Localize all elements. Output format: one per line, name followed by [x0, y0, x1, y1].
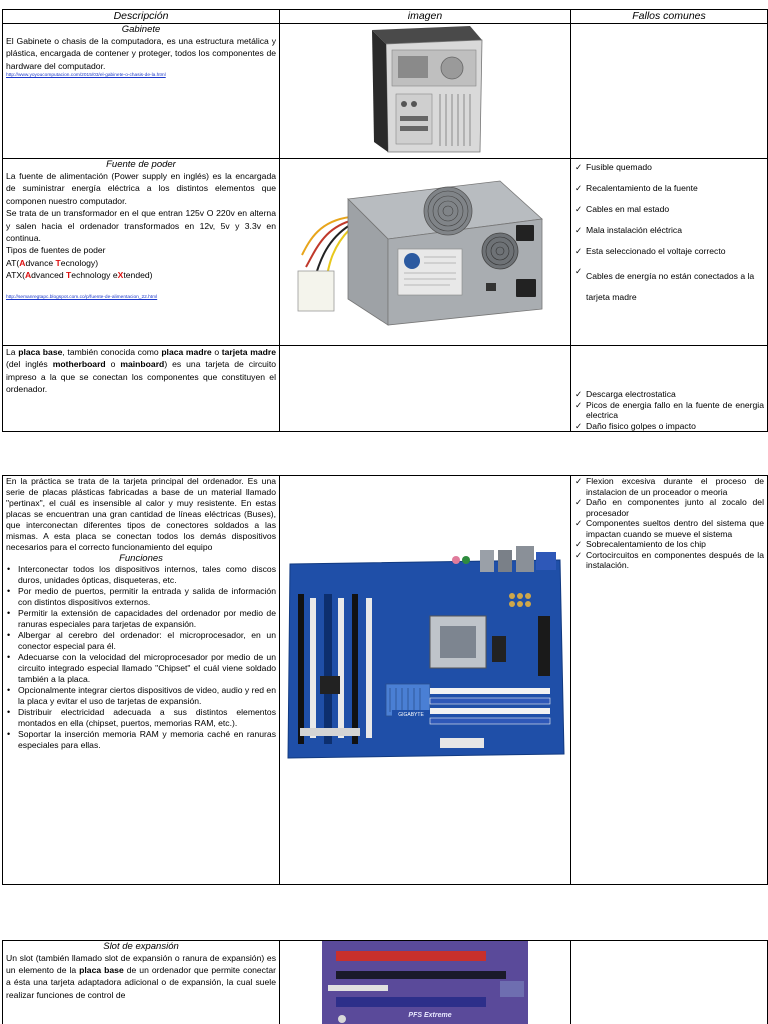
placa-faults-list: [571, 389, 767, 431]
fault-item: ✓ Cables de energía no están conectados a la tarjeta madre: [575, 266, 755, 302]
fuente-text-1: La fuente de alimentación (Power supply en inglés) es la encargada de suministrar energía eléctrica a los distintos elementos que componen nuestro computador.: [6, 171, 276, 206]
row-gabinete: [3, 24, 768, 159]
slot-image-cell: [280, 941, 571, 1024]
fault-item: ✓ Componentes sueltos dentro del sistema que impactan cuando se mueve el sistema: [575, 518, 764, 539]
header-descripcion: Descripción: [3, 10, 280, 24]
placa-text: La placa base, también conocida como placa madre o tarjeta madre (del inglés motherboard o mainboard) es una tarjeta de circuito impreso a la que se conectan los componentes que constituyen el ordenador.: [6, 347, 276, 395]
slot-faults: [571, 941, 768, 1024]
row-placa: [3, 346, 768, 432]
fault-item: ✓ Daño fisico golpes o impacto: [575, 420, 696, 431]
table-header-row: [3, 10, 768, 24]
fault-item: ✓ Sobrecalentamiento de los chip: [575, 539, 706, 549]
placa-faults: [571, 346, 768, 432]
fault-item: ✓ Daño en componentes junto al zocalo del procesador: [575, 497, 764, 518]
components-table-3: [2, 940, 768, 1024]
gabinete-link[interactable]: http://www.yoyoucomputacion.com/2015/03/el-gabinete-o-chasis-de-la.html: [6, 73, 166, 79]
slot-title: Slot de expansión: [103, 941, 179, 952]
fuente-image-cell: [280, 159, 571, 346]
placa2-text: En la práctica se trata de la tarjeta principal del ordenador. Es una serie de placas plásticas fabricadas a base de un material llamado "pertinax", el cuál es insensible al calor y muy resistente. En estas placas se encuentran una gran cantidad de líneas eléctricas (Buses), que interconectan diferentes tipos de conectores soldados a las mismas. A esta placa se conectan todos los demás dispositivos necesarios para el correcto funcionamiento del equipo: [6, 476, 276, 552]
fault-item: ✓ Picos de energia fallo en la fuente de energia electrica: [575, 399, 764, 420]
slot-description: [3, 941, 280, 1024]
fault-item: ✓ Recalentamiento de la fuente: [575, 183, 698, 193]
funcion-item: • Interconectar todos los dispositivos internos, tales como discos duros, unidades ópticas, disqueteras, etc.: [7, 564, 276, 585]
gabinete-title: Gabinete: [121, 24, 161, 35]
fuente-title: Fuente de poder: [106, 159, 176, 170]
row-slot: [3, 941, 768, 1024]
row-placa-detalle: [3, 476, 768, 885]
funcion-item: • Por medio de puertos, permitir la entrada y salida de información con distintos dispositivos externos.: [7, 586, 276, 607]
fuente-faults-list: [571, 161, 767, 308]
fault-item: ✓ Esta seleccionado el voltaje correcto: [575, 246, 726, 256]
fuente-link[interactable]: http://semanregtapc.blogspot.com.co/p/fuente-de-alimentacion_22.html: [6, 294, 158, 300]
fault-item: ✓ Descarga electrostatica: [575, 389, 676, 399]
fault-item: ✓ Fusible quemado: [575, 162, 652, 172]
placa2-faults: [571, 476, 768, 885]
funcion-item: • Albergar al cerebro del ordenador: el microprocesador, en un conector especial para él.: [7, 630, 276, 651]
board-brand-label: GIGABYTE: [398, 712, 424, 718]
fault-item: ✓ Cortocircuitos en componentes después de la instalación.: [575, 549, 764, 570]
funciones-title: Funciones: [119, 553, 163, 564]
header-imagen: imagen: [280, 10, 571, 24]
header-fallos: Fallos comunes: [571, 10, 768, 24]
funcion-item: • Opcionalmente integrar ciertos dispositivos de video, audio y red en la placa y evitar el uso de tarjetas de expansión.: [7, 685, 276, 706]
slot-text: Un slot (también llamado slot de expansión o ranura de expansión) es un elemento de la placa base de un ordenador que permite conectar a ésta una tarjeta adaptadora adicional o de expansión, la cual suele realizar funciones de control de: [6, 953, 277, 1000]
expansion-slot-image: [280, 941, 569, 1024]
fuente-types-label: Tipos de fuentes de poder: [6, 245, 106, 256]
funcion-item: • Permitir la extensión de capacidades del ordenador por medio de ranuras especiales para tarjetas de expansión.: [7, 608, 276, 629]
funciones-list: [6, 564, 276, 751]
placa-image-cell: [280, 346, 571, 432]
fault-item: ✓ Cables en mal estado: [575, 204, 670, 214]
gabinete-image-cell: [280, 24, 571, 159]
gabinete-text: El Gabinete o chasis de la computadora, es una estructura metálica y plástica, encargada de contener y proteger, todos los componentes de hardware del computador.: [6, 36, 276, 71]
funcion-item: • Adecuarse con la velocidad del microprocesador por medio de un circuito integrado especial llamado "Chipset" el cuál viene soldado también a la placa.: [7, 652, 276, 684]
components-table-1: [2, 9, 768, 432]
row-fuente: [3, 159, 768, 346]
components-table-2: [2, 475, 768, 885]
funcion-item: • Soportar la inserción memoria RAM y memoria caché en ranuras especiales para ellas.: [7, 729, 276, 750]
fault-item: ✓ Flexion excesiva durante el proceso de instalacion de un proceador o meoria: [575, 476, 764, 497]
fuente-text-2: Se trata de un transformador en el que entran 125v O 220v en alterna y salen hacia el ordenador transformados en 12v, 5v y 3.3v en continua.: [6, 208, 276, 244]
placa2-image-cell: [280, 476, 571, 885]
slot-board-label: PFS Extreme: [408, 1012, 452, 1019]
fault-item: ✓ Mala instalación eléctrica: [575, 225, 683, 235]
motherboard-image: [280, 476, 569, 883]
gabinete-faults: [571, 24, 768, 159]
fuente-description: [3, 159, 280, 346]
fuente-type-atx: ATX(Advanced Technology eXtended): [6, 270, 153, 281]
power-supply-image: [280, 159, 569, 344]
placa-description: [3, 346, 280, 432]
funcion-item: • Distribuir electricidad adecuada a sus distintos elementos montados en ella (chipset, puertos, memorias RAM, etc.).: [7, 707, 276, 728]
gabinete-description: [3, 24, 280, 159]
fuente-faults: [571, 159, 768, 346]
pc-case-image: [280, 24, 569, 157]
fuente-type-at: AT(Advance Tecnology): [6, 257, 99, 268]
placa2-description: [3, 476, 280, 885]
placa2-faults-list: [571, 476, 767, 571]
